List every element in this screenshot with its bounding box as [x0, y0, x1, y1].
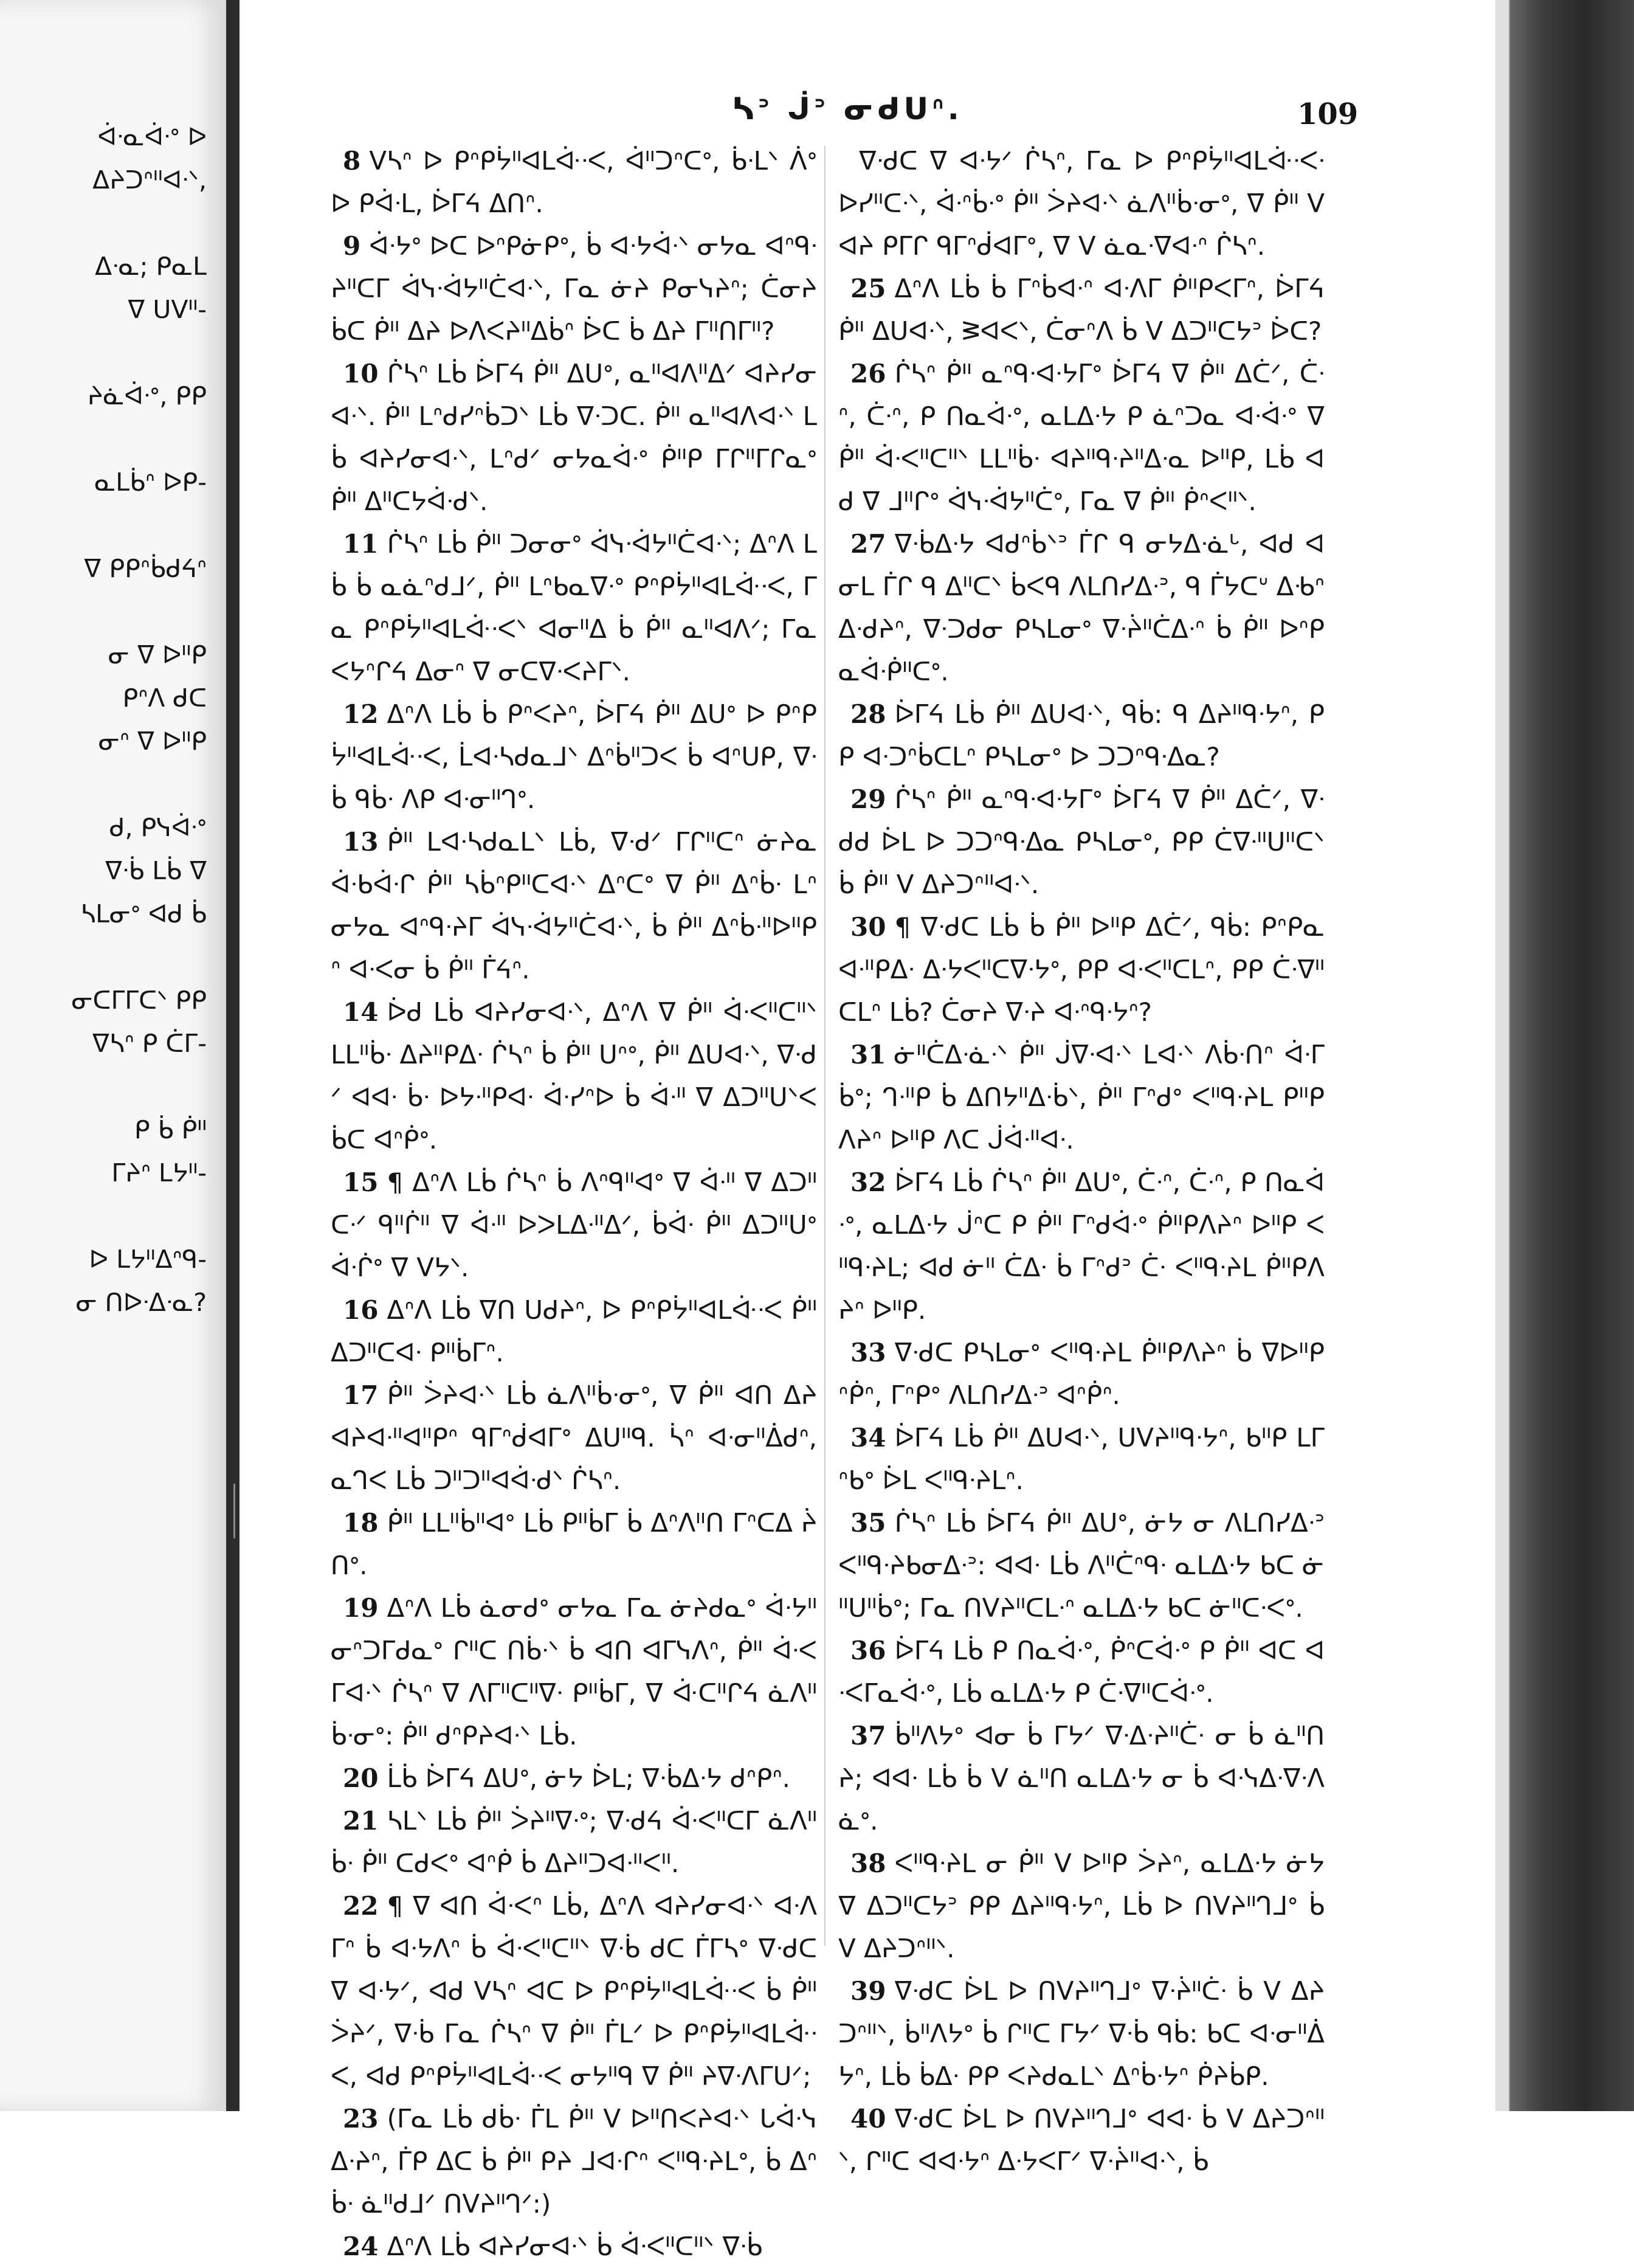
verse-text: ᐯᓴᐢ ᐅ ᑭᐢᑭᔮᐦᐊᒪᐚᐧᐸ, ᐋᐦᑐᐢᑕᐤ, ᑳᐧᒪᐠ ᐲᐤ ᐅ ᑭᐋᐧᒪ, ᐆᒥᔦ ᐃᑎᐢ. — [331, 146, 817, 218]
verse-text: ᐆᒥᔦ ᒪᑳ ᑮᐦ ᐃᑌᐊᐧᐠ, ᑫᑳ: ᑫ ᐃᔨᐦᑫᐧᔭᐢ, ᑭᑭ ᐊᐧᑐᐢᑳᑕᒪᐢ ᑭᓴᒪᓂᐤ ᐅ ᑐᑐᐢᑫᐧᐃᓇ? — [838, 699, 1325, 772]
verse-number: 26 — [850, 359, 886, 389]
prev-line: ᑭ ᑳ ᑮᐦ — [134, 1115, 207, 1144]
verse — [838, 140, 1325, 268]
verse-text: ᑮᐦ ᐴᔨᐊᐧᐠ ᒪᑳ ᓈᐱᐦᑳᐧᓂᐤ, ᐁ ᑮᐦ ᐊᑎ ᐃᔨ ᐊᔨᐊᐧᐦᐊᐦᑭᐢ ᑫᒥᐢᑰᐊᒥᐤ ᐃᑌᐦᑫ. ᓵᐢ ᐊᐧᓂᐦᐄᑯᐢ, ᓇᒉᐸ ᒪᑳ ᑐᐦᑐᐦᐊᐋᐧᑯᐠ ᒌᓴᐢ. — [331, 1380, 817, 1495]
verse-number: 20 — [343, 1763, 379, 1793]
main-page — [240, 0, 1506, 2261]
verse — [331, 353, 817, 523]
verse — [331, 523, 817, 693]
prev-line: ᐁ ᑌᐯᐦ- — [128, 295, 207, 324]
prev-line — [0, 418, 207, 461]
verse-text: ᐁᐧᑳᐃᐧᔭ ᐊᑯᐢᑳᐠᐣ ᒦᒋ ᑫ ᓂᔭᐃᐧᓈᒡ, ᐊᑯ ᐊᓂᒪ ᒦᒋ ᑫ ᐃᐦᑕᐠ ᑳᐸᑫ ᐱᒪᑎᓯᐃᐧᐣ, ᑫ ᒦᔭᑕᐡ ᐃᑾᐢᐃᐧᑯᔨᐢ, ᐁᐧᑐᑯᓂ ᑭᓴᒪᓂᐤ ᐁᐧᔩᐦᑖᐃᐧᐢ ᑳ ᑮᐦ ᐅᐢᑭᓇᐋᐧᑮᐦᑕᐤ. — [838, 529, 1325, 686]
column-divider — [824, 146, 826, 1946]
verse — [331, 821, 817, 991]
verse — [331, 2225, 817, 2268]
verse — [838, 1842, 1325, 1970]
verse-text: ᐁᐧᑯᑕ ᐆᒪ ᐅ ᑎᐯᔨᐦᒉᒧᐤ ᐊᐊᐧ ᑳ ᐯ ᐃᔨᑐᐢᐦᐠ, ᒋᐦᑕ ᐊᐊᐧᔭᐢ ᐃᐧᔭᐸᒥᐟ ᐁᐧᔩᐦᐊᐧᐠ, ᑳ — [838, 2104, 1325, 2176]
verse-number: 12 — [343, 699, 379, 729]
prev-line: ᓂ ᑎᐅᐧᐃᐧᓇ? — [75, 1288, 207, 1317]
verse-text: ᐸᐦᑫᐧᔨᒪ ᓂ ᑮᐦ ᐯ ᐅᐦᑭ ᐴᔨᐢ, ᓇᒪᐃᐧᔭ ᓃᔭ ᐁ ᐃᑐᐦᑕᔭᐣ ᑭᑭ ᐃᔨᐦᑫᐧᔭᐢ, ᒪᑳ ᐅ ᑎᐯᔨᐦᒉᒧᐤ ᑳ ᐯ ᐃᔨᑐᐢᐦᐠ. — [838, 1848, 1325, 1963]
verse — [838, 1630, 1325, 1715]
verse-number: 15 — [343, 1167, 379, 1197]
verse-number: 33 — [850, 1338, 886, 1367]
verse-text: ᒌᓴᐢ ᒪᑳ ᑮᐦ ᑐᓂᓂᐤ ᐋᓭᐧᐋᔭᐦᑖᐊᐧᐠ; ᐃᐢᐱ ᒪᑳ ᑳ ᓇᓈᐢᑯᒧᐟ, ᑮᐦ ᒪᐢᑲᓇᐁᐧᐤ ᑭᐢᑭᔮᐦᐊᒪᐚᐧᐸ, ᒥᓇ ᑭᐢᑭᔮᐦᐊᒪᐚᐧᐸᐠ ᐊᓂᐦᐃ ᑳ ᑮᐦ ᓇᐦᐊᐱᐟ; ᒥᓇ ᐸᔭᐢᒋᔦ ᐃᓂᐢ ᐁ ᓂᑕᐁᐧᐸᔨᒥᐠ. — [331, 529, 817, 686]
prev-line: ᐅ ᒪᔭᐦᐃᐢᑫ- — [89, 1245, 207, 1274]
verse-text: ᐃᐢᐱ ᒪᑳ ᑳ ᒥᐢᑳᐊᐧᐢ ᐊᐧᐱᒥ ᑮᐦᑭᐸᒥᐢ, ᐆᒥᔦ ᑮᐦ ᐃᑌᐊᐧᐠ, ᕒᐊᐸᐠ, ᑖᓂᐢᐱ ᑳ ᐯ ᐃᑐᐦᑕᔭᐣ ᐆᑕ? — [838, 274, 1325, 346]
verse — [838, 1034, 1325, 1161]
verse-number: 25 — [850, 274, 886, 303]
verse-number: 35 — [850, 1508, 886, 1538]
verse-text: ᐁᐧᑯᑕ ᑭᓴᒪᓂᐤ ᐸᐦᑫᐧᔨᒪ ᑮᐦᑭᐱᔨᐢ ᑳ ᐁᐅᐦᑭᐢᑮᐢ, ᒥᐢᑭᐤ ᐱᒪᑎᓯᐃᐧᐣ ᐊᐢᑮᐢ. — [838, 1338, 1325, 1410]
verse — [331, 1502, 817, 1587]
prev-line: ᓴᒪᓂᐤ ᐊᑯ ᑳ — [80, 899, 207, 928]
verse-number: 18 — [343, 1508, 379, 1538]
prev-line — [0, 331, 207, 375]
verse-text: ᒌᓴᐢ ᒪᑳ ᐆᒥᔦ ᑮᐦ ᐃᑌᐤ, ᓃᔭ ᓂ ᐱᒪᑎᓯᐃᐧᐣ ᐸᐦᑫᐧᔨᑲᓂᐃᐧᐣ: ᐊᐊᐧ ᒪᑳ ᐱᐦᑖᐢᑫᐧ ᓇᒪᐃᐧᔭ ᑲᑕ ᓃᐦᑌᐦᑳᐤ; ᒥᓇ ᑎᐯᔨᐦᑕᒪᐧᐢ ᓇᒪᐃᐧᔭ ᑲᑕ ᓃᐦᑕᐧᐸᐤ. — [838, 1508, 1325, 1623]
prev-line: ᒥᔨᐢ ᒪᔭᐦ- — [111, 1158, 207, 1188]
verse-number: 8 — [343, 146, 361, 176]
running-header: ᓴᐣ ᒎᐣ ᓂᑯᑌᐢ. — [732, 91, 963, 126]
verse-text: ᐆᒥᔦ ᒪᑳ ᑭ ᑎᓇᐋᐧᐤ, ᑮᐢᑕᐋᐧᐤ ᑭ ᑮᐦ ᐊᑕ ᐊᐧᐸᒥᓇᐋᐧᐤ, ᒪᑳ ᓇᒪᐃᐧᔭ ᑭ ᑖᐧᐁᐦᑕᐋᐧᐤ. — [838, 1636, 1325, 1708]
verse-number: 31 — [850, 1040, 886, 1070]
verse — [838, 693, 1325, 778]
verse-number: 39 — [850, 1976, 886, 2006]
verse-text: ᐃᐢᐱ ᒪᑳ ᓈᓂᑯᐤ ᓂᔭᓇ ᒥᓇ ᓃᔨᑯᓇᐤ ᐋᐧᔭᐦ ᓂᐢᑐᒥᑯᓇᐤ ᒋᐦᑕ ᑎᑳᐧᐠ ᑳ ᐊᑎ ᐊᒥᓭᐱᐢ, ᑮᐦ ᐋᐧᐸᒥᐊᐧᐠ ᒌᓴᐢ ᐁ ᐱᒥᐦᑕᐦᐁᐧ ᑭᐦᑳᒥ, ᐁ ᐚᑕᐦᒋᔦ ᓈᐱᐦᑳᐧᓂᐤ: ᑮᐦ ᑯᐢᑭᔨᐊᐧᐠ ᒪᑳ. — [331, 1593, 817, 1751]
verse — [838, 1970, 1325, 2098]
verse-text: ᐃᐢᐱ ᒪᑳ ᑳ ᑭᐢᐸᔨᐢ, ᐆᒥᔦ ᑮᐦ ᐃᑌᐤ ᐅ ᑭᐢᑭᔮᐦᐊᒪᐚᐧᐸ, ᒫᐊᐧᓴᑯᓇᒧᐠ ᐃᐢᑳᐦᑐᐸ ᑳ ᐊᐢᑌᑭ, ᐁᐧᑳ ᑫᑳᐧ ᐱᑭ ᐊᐧᓂᐦᒉᐤ. — [331, 699, 817, 814]
verse-number: 9 — [343, 231, 361, 261]
verse — [331, 1587, 817, 1757]
verse-number: 10 — [343, 359, 379, 389]
verse — [838, 268, 1325, 353]
verse-number: 11 — [343, 529, 379, 559]
verse-number: 38 — [850, 1848, 886, 1878]
verse-number: 40 — [850, 2104, 886, 2134]
prev-line — [0, 590, 207, 634]
verse — [838, 1502, 1325, 1630]
prev-line: ᐁ ᑭᑭᐢᑳᑯᔦᐢ — [84, 554, 207, 583]
verse-text: ¶ ᐁ ᐊᑎ ᐋᐧᐸᐢ ᒪᑳ, ᐃᐢᐱ ᐊᔨᓯᓂᐊᐧᐠ ᐊᐧᐱᒥᐢ ᑳ ᐊᐧᔭᐱᐢ ᑳ ᐋᐧᐸᐦᑕᐦᐠ ᐁᐧᑳ ᑯᑕ ᒦᒥᓴᐤ ᐁᐧᑯᑕ ᐁ ᐊᐧᔭᐟ, ᐊᑯ ᐯᓴᐢ ᐊᑕ ᐅ ᑭᐢᑭᔮᐦᐊᒪᐚᐧᐸ ᑳ ᑮᐦ ᐴᔨᐟ, ᐁᐧᑳ ᒥᓇ ᒌᓴᐢ ᐁ ᑮᐦ ᒦᒪᐟ ᐅ ᑭᐢᑭᔮᐦᐊᒪᐚᐧᐸ, ᐊᑯ ᑭᐢᑭᔮᐦᐊᒪᐚᐧᐸ ᓂᔭᐦᑫ ᐁ ᑮᐦ ᔨᐁᐧᐱᒥᑌᐟ; — [331, 1891, 817, 2091]
verse-number: 36 — [850, 1636, 886, 1665]
verse — [838, 906, 1325, 1034]
verse — [838, 353, 1325, 523]
verse-number: 34 — [850, 1423, 886, 1453]
prev-line: ᑯ, ᑭᓭᐋᐧᐤ — [109, 813, 207, 842]
verse — [838, 1715, 1325, 1842]
prev-line: ᐋᐧᓇᐋᐧᐤ ᐅ — [97, 122, 207, 151]
verse-number: 30 — [850, 912, 886, 942]
verse-number: 27 — [850, 529, 886, 559]
verse — [331, 1161, 817, 1289]
verse-number: 16 — [343, 1295, 379, 1325]
book-edge — [1506, 0, 1634, 2111]
verse-number: 29 — [850, 784, 886, 814]
verse — [838, 523, 1325, 693]
verse — [331, 1800, 817, 1885]
verse-text: ᐆᒥᔦ ᒪᑳ ᑮᐦ ᐃᑌᐊᐧᐠ, ᑌᐯᔨᐦᑫᐧᔭᐢ, ᑲᐦᑭ ᒪᒥᐢᑲᐤ ᐆᒪ ᐸᐦᑫᐧᔨᒪᐢ. — [838, 1423, 1325, 1495]
verse-text: (ᒥᓇ ᒪᑳ ᑯᑳᐧ ᒦᒪ ᑮᐦ ᐯ ᐅᐦᑎᐸᔨᐊᐧᐠ ᒐᐋᐧᓭᐃᐧᔨᐢ, ᒦᑭ ᐃᑕ ᑳ ᑮᐦ ᑭᔨ ᒧᐊᐧᒋᐢ ᐸᐦᑫᐧᔨᒪᐤ, ᑳ ᐃᐢᑳᐧ ᓈᐦᑯᒧᐟ ᑎᐯᔨᐦᒉᐟ:) — [331, 2104, 817, 2219]
verse-number: 23 — [343, 2104, 379, 2134]
previous-page — [0, 0, 240, 2111]
prev-line: ᐃᐧᓇ; ᑭᓇᒪ — [95, 252, 207, 281]
prev-line — [0, 1065, 207, 1108]
right-column — [838, 140, 1325, 2183]
prev-line — [0, 936, 207, 979]
prev-line: ᓂᐢ ᐁ ᐅᐦᑭ — [98, 727, 207, 756]
prev-line — [0, 202, 207, 245]
verse — [838, 778, 1325, 906]
prev-line: ᑭᐢᐱ ᑯᑕ — [122, 683, 207, 713]
prev-line: ᓂᑕᒥᒥᑕᐠ ᑭᑭ — [71, 986, 207, 1015]
verse-text: ᒌᓴᐢ ᑮᐦ ᓇᐢᑫᐧᐊᐧᔭᒥᐤ ᐆᒥᔦ ᐁ ᑮᐦ ᐃᑖᐟ, ᐁᐧᑯᑯ ᐆᒪ ᐅ ᑐᑐᐢᑫᐧᐃᓇ ᑭᓴᒪᓂᐤ, ᑭᑭ ᑖᐁᐧᐦᑌᐦᑕᐠ ᑳ ᑮᐦ ᐯ ᐃᔨᑐᐢᐦᐊᐧᐠ. — [838, 784, 1325, 899]
verse-text: ᐆᒥᔦ ᒪᑳ ᒌᓴᐢ ᑮᐦ ᐃᑌᐤ, ᑖᐧᐢ, ᑖᐧᐢ, ᑭ ᑎᓇᐋᐧᐤ, ᓇᒪᐃᐧᔭ ᒎᐢᑕ ᑭ ᑮᐦ ᒥᐢᑯᐋᐧᐤ ᑮᐦᑭᐱᔨᐢ ᐅᐦᑭ ᐸᐦᑫᐧᔨᒪ; ᐊᑯ ᓃᐦ ᑖᐃᐧ ᑳ ᒥᐢᑯᐣ ᑖᐧ ᐸᐦᑫᐧᔨᒪ ᑮᐦᑭᐱᔨᐢ ᐅᐦᑭ. — [838, 1167, 1325, 1325]
prev-line: ᐁᐧᑳ ᒪᑳ ᐁ — [105, 856, 207, 885]
verse-number: 28 — [850, 699, 886, 729]
verse-text: ᐁᐧᑯᑕ ᐁ ᐊᐧᔭᐟ ᒌᓴᐢ, ᒥᓇ ᐅ ᑭᐢᑭᔮᐦᐊᒪᐚᐧᐸᐧ ᐅᓯᐦᑕᐧᐠ, ᐋᐧᐢᑳᐧᐤ ᑮᐦ ᐴᔨᐊᐧᐠ ᓈᐱᐦᑳᐧᓂᐤ, ᐁ ᑮᐦ ᐯ ᐊᔨ ᑭᒥᒋ ᑫᒥᐢᑰᐊᒥᐤ, ᐁ ᐯ ᓈᓇᐧᐁᐊᐧᐢ ᒌᓴᐢ. — [838, 146, 1325, 261]
verse-number: 22 — [343, 1891, 379, 1921]
verse — [331, 991, 817, 1161]
verse — [331, 1289, 817, 1374]
prev-line — [0, 763, 207, 806]
verse-text: ᑮᐦ ᒪᐊᐧᓴᑯᓇᒪᐠ ᒪᑳ, ᐁᐧᑯᐟ ᒥᒋᐦᑕᐢ ᓃᔨᓇ ᐋᐧᑲᐋᐧᒋ ᑮᐦ ᓴᑳᐢᑭᐦᑕᐊᐧᐠ ᐃᐢᑕᐤ ᐁ ᑮᐦ ᐃᐢᑳᐧ ᒪᐢ ᓂᔭᓇ ᐊᐢᑫᐧᔨᒥ ᐋᓭᐧᐋᔭᐦᑖᐊᐧᐠ, ᑳ ᑮᐦ ᐃᐢᑳᐧᐦᐅᐦᑭᐢ ᐊᐧᐸᓂ ᑳ ᑮᐦ ᒦᔦᐢ. — [331, 827, 817, 984]
verse — [838, 2098, 1325, 2183]
verse-number: 13 — [343, 827, 379, 857]
verse — [331, 2098, 817, 2225]
verse-text: ¶ ᐃᐢᐱ ᒪᑳ ᒌᓴᐢ ᑳ ᐱᐢᑫᐦᐊᐤ ᐁ ᐋᐧᐦ ᐁ ᐃᑐᐦᑕᐧᐟ ᑫᐦᒌᐦ ᐁ ᐋᐧᐦ ᐅᐳᒪᐃᐧᐦᐃᐟ, ᑳᐋᐧ ᑮᐦ ᐃᑐᐦᑌᐤ ᐋᐧᒌᐤ ᐁ ᐯᔭᐠ. — [331, 1167, 817, 1282]
previous-page-text — [0, 116, 207, 1324]
verse — [331, 225, 817, 353]
prev-line — [0, 1195, 207, 1238]
verse — [838, 1332, 1325, 1417]
verse — [331, 1374, 817, 1502]
verse-text: ᐃᐢᐱ ᒪᑳ ᐁᑎ ᑌᑯᔨᐢ, ᐅ ᑭᐢᑭᔮᐦᐊᒪᐚᐧᐸ ᑮᐦ ᐃᑐᐦᑕᐊᐧ ᑭᐦᑳᒥᐢ. — [331, 1295, 817, 1367]
verse-number: 24 — [343, 2232, 379, 2261]
verse — [331, 140, 817, 225]
prev-line: ᓂ ᐁ ᐅᐦᑭ — [108, 640, 207, 669]
verse-number: 14 — [343, 997, 379, 1027]
verse-number: 17 — [343, 1380, 379, 1410]
prev-line — [0, 504, 207, 547]
verse-text: ᓃᐦᑖᐃᐧᓈᐧᐠ ᑮᐦ ᒎᐁᐧᐊᐧᐠ ᒪᐊᐧᐠ ᐱᑳᐧᑎᐢ ᐋᐧᒥᑳᐤ; ᒉᐧᐦᑭ ᑳ ᐃᑎᔭᐦᐃᐧᑳᐠ, ᑮᐦ ᒥᐢᑯᐤ ᐸᐦᑫᐧᔨᒪ ᑭᐦᑭᐱᔨᐢ ᐅᐦᑭ ᐱᑕ ᒎᐋᐧᐦᐊᐧ. — [838, 1040, 1325, 1155]
verse — [331, 1757, 817, 1800]
verse-number: 19 — [343, 1593, 379, 1623]
verse — [331, 1885, 817, 2098]
page-fore-edge — [1495, 0, 1510, 2111]
verse — [838, 1161, 1325, 1332]
verse-text: ᑮᐦ ᒪᒪᐦᑳᐦᐊᐤ ᒪᑳ ᑭᐦᑳᒥ ᑳ ᐃᐢᐱᐦᑎ ᒥᐢᑕᐃ ᔩᑎᐤ. — [331, 1508, 817, 1580]
verse-number: 32 — [850, 1167, 886, 1197]
verse-text: ᑳᐦᐱᔭᐤ ᐊᓂ ᑳ ᒥᔭᐟ ᐁᐧᐃᐧᔨᐦᑖᐧ ᓂ ᑳ ᓈᐦᑎᔨ; ᐊᐊᐧ ᒪᑳ ᑳ ᐯ ᓈᐦᑎ ᓇᒪᐃᐧᔭ ᓂ ᑳ ᐊᐧᓭᐃᐧᐁᐧᐱᓈᐤ. — [838, 1721, 1325, 1836]
verse-text: ᓴᒪᐠ ᒪᑳ ᑮᐦ ᐴᔨᐦᐁᐧᐤ; ᐁᐧᑯᔦ ᐋᐧᐸᐦᑕᒥ ᓈᐱᐦᑳᐧ ᑮᐦ ᑕᑯᐸᐤ ᐊᐢᑮ ᑳ ᐃᔨᐦᑐᐊᐧᐦᐸᐦ. — [331, 1806, 817, 1878]
verse-text: ᒌᓴᐢ ᒪᑳ ᐆᒥᔦ ᑮᐦ ᐃᑌᐤ, ᓇᐦᐊᐱᐦᐃᐟ ᐊᔨᓯᓂᐊᐧᐠ. ᑮᐦ ᒪᐢᑯᓯᐢᑳᑐᐠ ᒪᑳ ᐁᐧᑐᑕ. ᑮᐦ ᓇᐦᐊᐱᐊᐧᐠ ᒪᑳ ᐊᔨᓯᓂᐊᐧᐠ, ᒪᐢᑯᐟ ᓂᔭᓇᐋᐧᐤ ᑮᐦᑭ ᒥᒋᐦᒥᒋᓇᐤ ᑮᐦ ᐃᐦᑕᔭᐋᐧᑯᐠ. — [331, 359, 817, 516]
verse-text: ᐁᐧᑯᑕ ᐆᒪ ᐅ ᑎᐯᔨᐦᒉᒧᐤ ᐁᐧᔩᐦᑖᐧ ᑳ ᐯ ᐃᔨᑐᐢᐦᐠ, ᑳᐦᐱᔭᐤ ᑳ ᒋᐦᑕ ᒥᔭᐟ ᐁᐧᑳ ᑫᑳ: ᑲᑕ ᐊᐧᓂᐦᐄᔭᐢ, ᒪᑳ ᑳᐃᐧ ᑭᑭ ᐸᔨᑯᓇᒪᐠ ᐃᐢᑳᐧᔭᐢ ᑮᔨᑳᑭ. — [838, 1976, 1325, 2091]
verse — [331, 693, 817, 821]
prev-line: ᓇᒪᑳᐢ ᐅᑭ- — [94, 468, 207, 497]
verse — [838, 1417, 1325, 1502]
verse-text: ¶ ᐁᐧᑯᑕ ᒪᑳ ᑳ ᑮᐦ ᐅᐦᑭ ᐃᑖᐟ, ᑫᑳ: ᑭᐢᑭᓇᐊᐧᐦᑭᐃᐧ ᐃᐧᔭᐸᐦᑕᐁᐧᔭᐤ, ᑭᑭ ᐊᐧᐸᐦᑕᒪᐢ, ᑭᑭ ᑖᐧᐁᐦᑕᒪᐢ ᒪᑳ? ᑖᓂᔨ ᐁᐧᔨ ᐊᐧᐢᑫᐧᔭᐢ? — [838, 912, 1325, 1027]
verse-number: 21 — [343, 1806, 379, 1836]
page-number: 109 — [1297, 97, 1359, 131]
left-column — [331, 140, 817, 2268]
verse-text: ᐃᐢᐱ ᒪᑳ ᐊᔨᓯᓂᐊᐧᐠ ᑳ ᐋᐧᐸᐦᑕᐦᐠ ᐁᐧᑳ — [387, 2232, 763, 2261]
verse-text: ᐋᐧᔭᐤ ᐅᑕ ᐅᐢᑭᓃᑭᐤ, ᑳ ᐊᐧᔭᐋᐧᐠ ᓂᔭᓇ ᐊᐢᑫᐧᔨᐦᑕᒥ ᐋᓭᐧᐋᔭᐦᑖᐊᐧᐠ, ᒥᓇ ᓃᔨ ᑭᓂᓭᔨᐢ; ᑖᓂᔨ ᑳᑕ ᑮᐦ ᐃᔨ ᐅᐱᐸᔨᐦᐃᑳᐢ ᐆᑕ ᑳ ᐃᔨ ᒥᐦᑎᒥᐦ? — [331, 231, 817, 346]
verse-text: ᐆᑯ ᒪᑳ ᐊᔨᓯᓂᐊᐧᐠ, ᐃᐢᐱ ᐁ ᑮᐦ ᐋᐧᐸᐦᑕᐦᐠ ᒪᒪᐦᑳᐧ ᐃᔨᐦᑭᐃᐧ ᒌᓴᐢ ᑳ ᑮᐦ ᑌᐢᐤ, ᑮᐦ ᐃᑌᐊᐧᐠ, ᐁᐧᑯᐟ ᐊᐊᐧ ᑳᐧ ᐅᔭᐧᐦᑭᐊᐧ ᐋᐧᓯᐢᐅ ᑳ ᐋᐧᐦ ᐁ ᐃᑐᐦᑌᐠᐸ ᑳᑕ ᐊᐢᑮᐤ. — [331, 997, 817, 1155]
verse-number: 37 — [850, 1721, 886, 1751]
prev-line: ᔨᓈᐋᐧᐤ, ᑭᑭ — [87, 381, 207, 410]
verse-text: ᒌᓴᐢ ᑮᐦ ᓇᐢᑫᐧᐊᐧᔭᒥᐤ ᐆᒥᔦ ᐁ ᑮᐦ ᐃᑖᐟ, ᑖᐧᐢ, ᑖᐧᐢ, ᑭ ᑎᓇᐋᐧᐤ, ᓇᒪᐃᐧᔭ ᑭ ᓈᐢᑐᓇ ᐊᐧᐋᐧᐤ ᐁ ᑮᐦ ᐋᐧᐸᐦᑕᐦᐠ ᒪᒪᐦᑳᐧ ᐊᔨᐦᑫᐧᔨᐦᐃᐧᓇ ᐅᐦᑭ, ᒪᑳ ᐊᑯ ᐁ ᒧᐦᒋᐤ ᐋᓭᐧᐋᔭᐦᑖᐤ, ᒥᓇ ᐁ ᑮᐦ ᑮᐢᐸᐦᐠ. — [838, 359, 1325, 516]
prev-line: ᐃᔨᑐᐢᐦᐊᐧᐠ, — [92, 165, 207, 195]
prev-line: ᐁᓴᐢ ᑭ ᑖᒥ- — [92, 1029, 207, 1058]
verse-text: ᒫᑳ ᐆᒥᔦ ᐃᑌᐤ, ᓃᔭ ᐆᒪ; ᐁᐧᑳᐃᐧᔭ ᑯᐢᑭᐢ. — [387, 1763, 791, 1793]
